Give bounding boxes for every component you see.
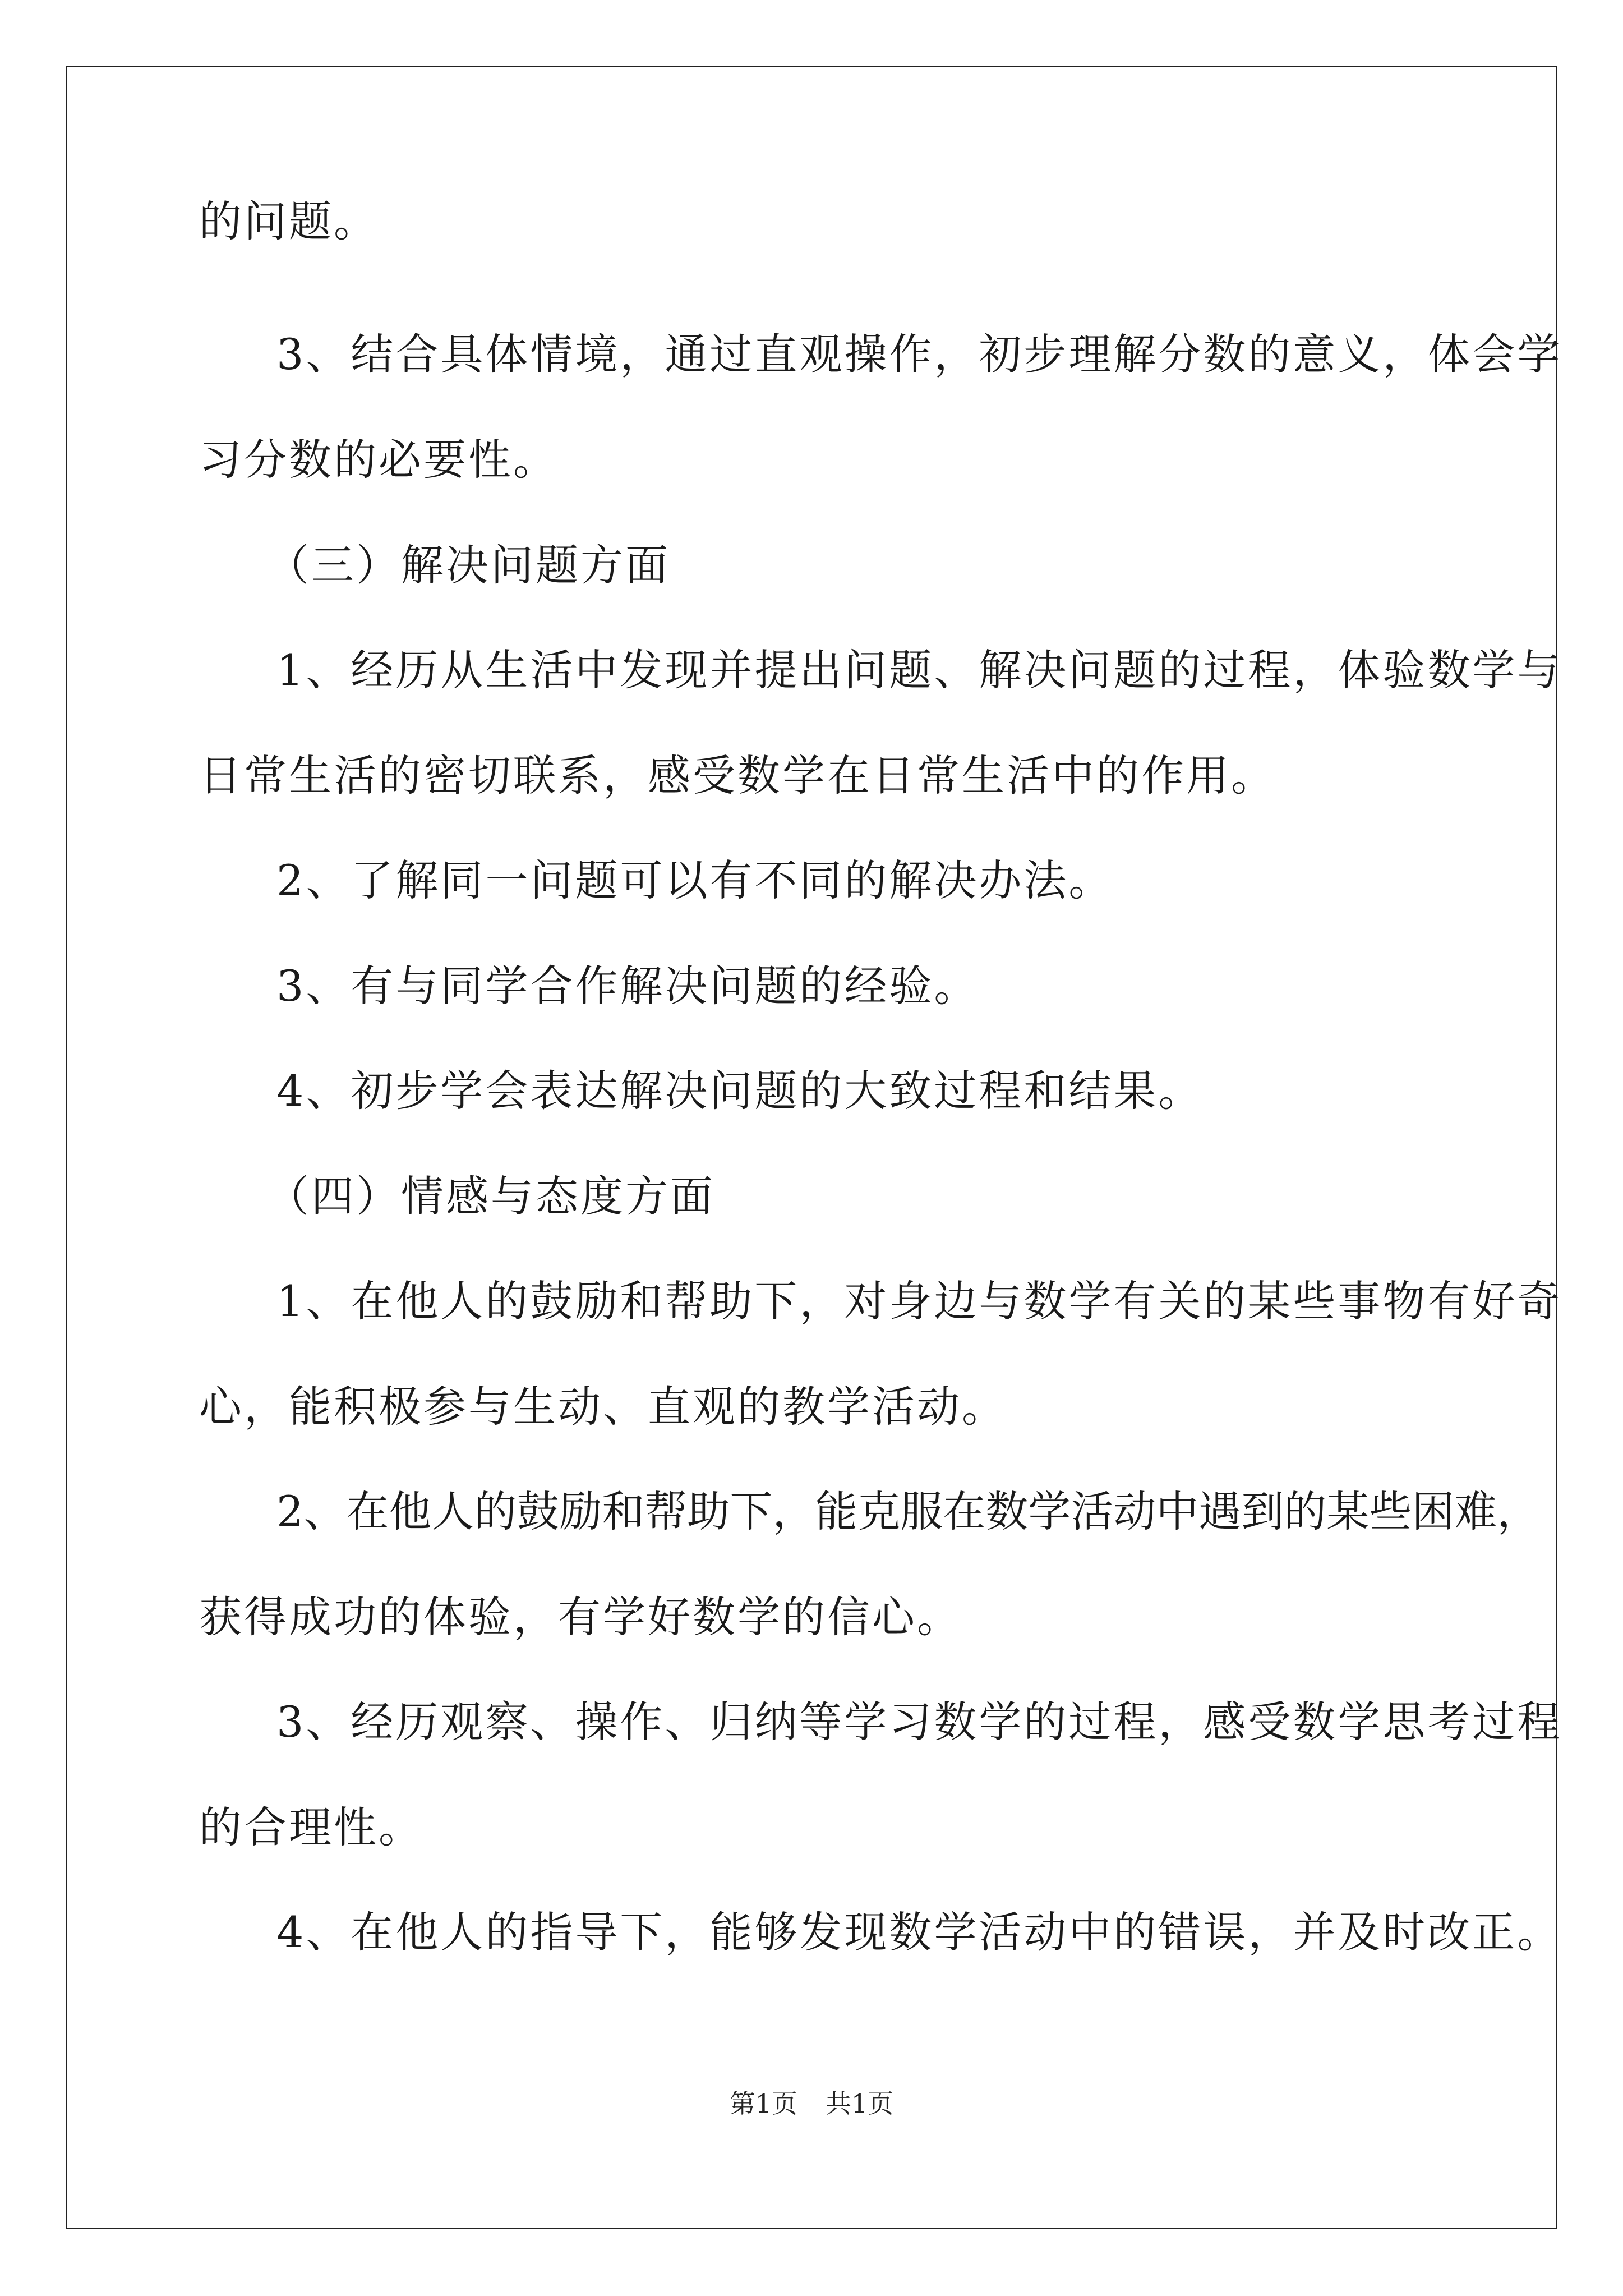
- section-heading: （三）解决问题方面: [266, 540, 670, 590]
- paragraph-line: 2、了解同一问题可以有不同的解决办法。: [276, 855, 1114, 905]
- paragraph-line: 2、在他人的鼓励和帮助下，能克服在数学活动中遇到的某些困难，: [276, 1487, 1540, 1536]
- page-total: 共1页: [826, 2088, 894, 2119]
- paragraph-line: 心，能积极参与生动、直观的教学活动。: [199, 1382, 1007, 1432]
- paragraph-line: 的问题。: [199, 196, 379, 246]
- paragraph-line: 3、有与同学合作解决问题的经验。: [276, 961, 979, 1011]
- section-heading: （四）情感与态度方面: [266, 1171, 715, 1221]
- page-footer: [0, 2087, 1623, 2120]
- paragraph-line: 日常生活的密切联系，感受数学在日常生活中的作用。: [199, 751, 1276, 800]
- paragraph-line: 3、结合具体情境，通过直观操作，初步理解分数的意义，体会学: [276, 329, 1562, 379]
- paragraph-line: 习分数的必要性。: [199, 435, 558, 485]
- paragraph-line: 4、初步学会表达解决问题的大致过程和结果。: [276, 1066, 1204, 1116]
- paragraph-line: 获得成功的体验，有学好数学的信心。: [199, 1592, 962, 1642]
- paragraph-line: 3、经历观察、操作、归纳等学习数学的过程，感受数学思考过程: [276, 1697, 1562, 1747]
- paragraph-line: 1、经历从生活中发现并提出问题、解决问题的过程，体验数学与: [276, 645, 1562, 695]
- paragraph-line: 1、在他人的鼓励和帮助下，对身边与数学有关的某些事物有好奇: [276, 1276, 1562, 1326]
- paragraph-line: 4、在他人的指导下，能够发现数学活动中的错误，并及时改正。: [276, 1907, 1562, 1957]
- page-number: 第1页: [729, 2088, 797, 2119]
- paragraph-line: 的合理性。: [199, 1802, 423, 1852]
